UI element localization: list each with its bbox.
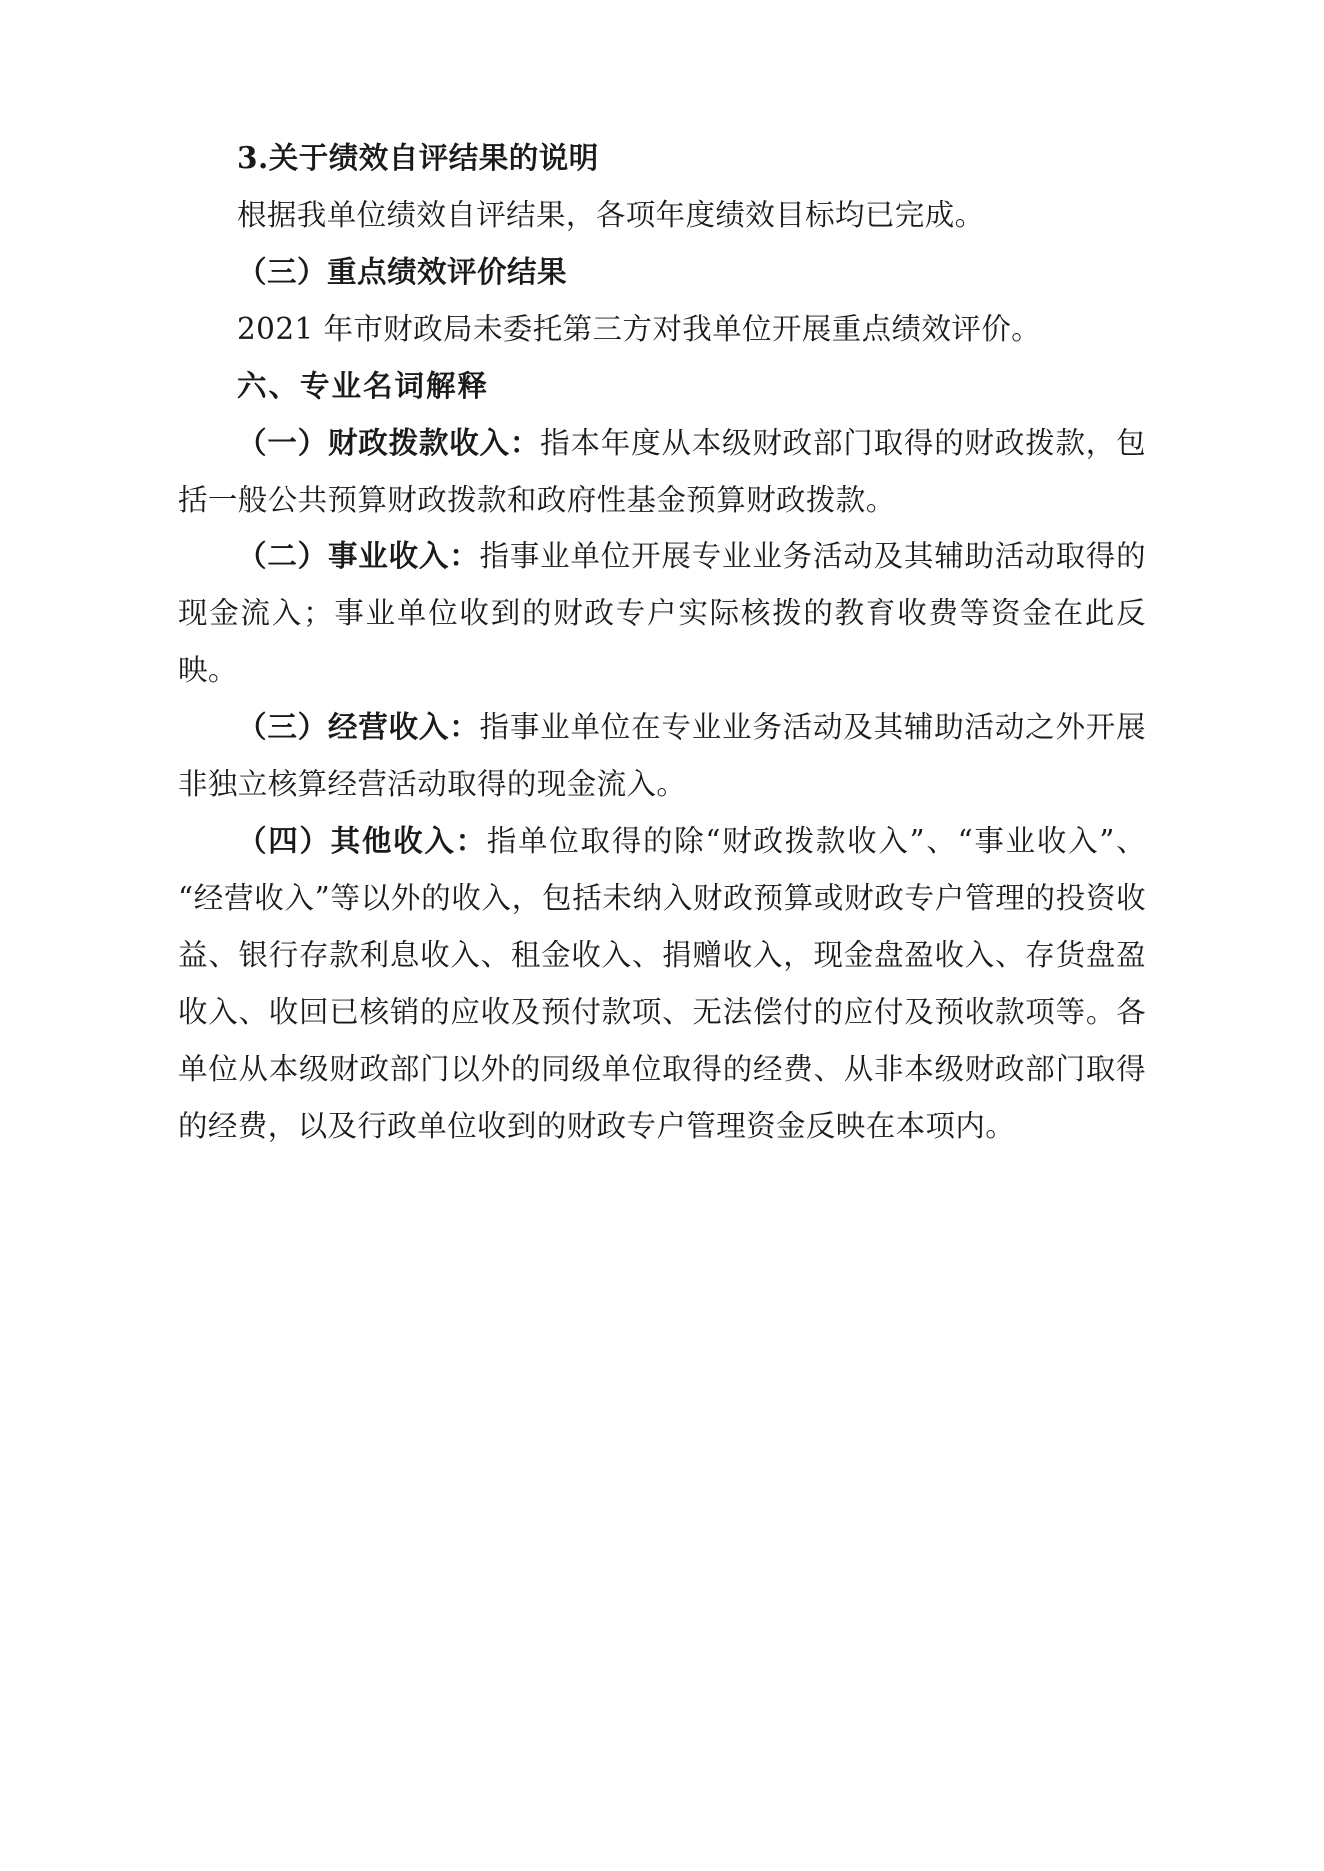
section-heading-terminology-block bbox=[178, 358, 1146, 415]
paragraph-operating-income-block bbox=[178, 699, 1146, 813]
paragraph-key-performance-evaluation: 2021 年市财政局未委托第三方对我单位开展重点绩效评价。 bbox=[237, 311, 1042, 346]
paragraph-operating-income bbox=[178, 699, 1146, 813]
paragraph-key-performance-evaluation-block bbox=[178, 301, 1146, 358]
document-body bbox=[178, 130, 1146, 1155]
term-label-business-income: （二）事业收入： bbox=[237, 538, 480, 574]
section-heading-3: 3.关于绩效自评结果的说明 bbox=[237, 140, 599, 175]
term-text-fiscal-appropriation-income: 指本年度从本级财政部门取得的财政拨款，包括一般公共预算财政拨款和政府性基金预算财政拨款。 bbox=[178, 425, 1146, 517]
paragraph-business-income bbox=[178, 528, 1146, 699]
term-text-other-income: 指单位取得的除“财政拨款收入”、“事业收入”、“经营收入”等以外的收入，包括未纳入财政预算或财政专户管理的投资收益、银行存款利息收入、租金收入、捐赠收入，现金盘盈收入、存货盘盈收入、收回已核销的应收及预付款项、无法偿付的应付及预收款项等。各单位从本级财政部门以外的同级单位取得的经费、从非本级财政部门取得的经费，以及行政单位收到的财政专户管理资金反映在本项内。 bbox=[178, 824, 1146, 1143]
paragraph-performance-self-evaluation-block bbox=[178, 187, 1146, 244]
term-text-business-income: 指事业单位开展专业业务活动及其辅助活动取得的现金流入；事业单位收到的财政专户实际核拨的教育收费等资金在此反映。 bbox=[178, 539, 1146, 688]
term-text-operating-income: 指事业单位在专业业务活动及其辅助活动之外开展非独立核算经营活动取得的现金流入。 bbox=[178, 710, 1146, 802]
section-heading-3-block bbox=[178, 130, 1146, 187]
paragraph-fiscal-appropriation-income bbox=[178, 415, 1146, 529]
section-heading-terminology: 六、专业名词解释 bbox=[237, 367, 490, 403]
paragraph-business-income-block bbox=[178, 528, 1146, 699]
term-label-fiscal-appropriation-income: （一）财政拨款收入： bbox=[237, 424, 541, 460]
term-label-other-income: （四）其他收入： bbox=[237, 823, 487, 859]
paragraph-fiscal-appropriation-income-block bbox=[178, 415, 1146, 529]
section-heading-key-performance-evaluation-block bbox=[178, 244, 1146, 301]
paragraph-performance-self-evaluation: 根据我单位绩效自评结果，各项年度绩效目标均已完成。 bbox=[237, 197, 985, 232]
paragraph-other-income bbox=[178, 813, 1146, 1155]
section-heading-key-performance-evaluation: （三）重点绩效评价结果 bbox=[237, 253, 568, 289]
paragraph-other-income-block bbox=[178, 813, 1146, 1155]
term-label-operating-income: （三）经营收入： bbox=[237, 709, 480, 745]
